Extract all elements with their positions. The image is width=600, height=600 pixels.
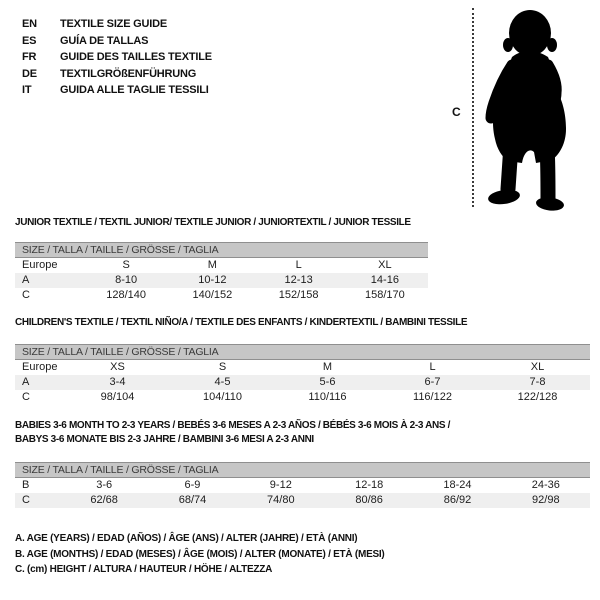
table-cell: 10-12 (198, 274, 227, 286)
table-row (15, 273, 428, 288)
language-title: GUIDA ALLE TAGLIE TESSILI (60, 84, 209, 96)
table-cell: 62/68 (90, 494, 118, 506)
language-code: ES (22, 34, 37, 47)
table-row (15, 375, 590, 390)
language-row (22, 49, 212, 66)
table-cell: 68/74 (178, 494, 207, 506)
babies-table-title-line2: BABYS 3-6 MONATE BIS 2-3 JAHRE / BAMBINI 3-6 MESI A 2-3 ANNI (15, 434, 314, 445)
language-title: TEXTILGRÖßENFÜHRUNG (60, 67, 197, 80)
row-label: C (22, 494, 30, 506)
row-label: Europe (22, 361, 58, 373)
table-cell: 80/86 (355, 494, 383, 506)
size-header-bar: SIZE / TALLA / TAILLE / GRÖSSE / TAGLIA (15, 243, 428, 258)
table-cell: M (207, 259, 217, 271)
table-cell: XL (378, 259, 392, 271)
babies-size-table (15, 462, 590, 508)
table-cell: 4-5 (214, 376, 231, 388)
language-title-list (22, 16, 212, 99)
table-cell: M (322, 361, 333, 373)
table-cell: 7-8 (529, 376, 546, 388)
table-cell: 152/158 (278, 289, 319, 301)
table-cell: 158/170 (364, 289, 405, 301)
row-label: A (22, 376, 30, 388)
table-cell: 116/122 (413, 391, 452, 403)
junior-table-title: JUNIOR TEXTILE / TEXTIL JUNIOR/ TEXTILE JUNIOR / JUNIORTEXTIL / JUNIOR TESSILE (15, 217, 411, 228)
table-cell: 128/140 (106, 289, 146, 301)
table-cell: L (429, 361, 436, 373)
table-cell: 3-4 (109, 376, 126, 388)
height-measure-label: C (452, 105, 461, 119)
language-code: FR (22, 51, 37, 63)
height-dotted-line (472, 8, 474, 207)
table-row (15, 493, 590, 508)
language-row (22, 33, 212, 50)
table-cell: 3-6 (96, 479, 113, 491)
size-header-bar: SIZE / TALLA / TAILLE / GRÖSSE / TAGLIA (15, 345, 590, 360)
table-cell: L (295, 259, 302, 271)
baby-silhouette-icon (478, 5, 582, 211)
table-cell: S (218, 361, 227, 373)
table-cell: 110/116 (308, 391, 347, 403)
table-cell: 12-13 (284, 274, 313, 286)
language-code: DE (22, 67, 37, 80)
table-cell: XL (530, 361, 545, 373)
table-cell: 74/80 (267, 494, 295, 506)
row-label: C (22, 391, 30, 403)
table-cell: 14-16 (370, 274, 399, 286)
legend-line-a: A. AGE (YEARS) / EDAD (AÑOS) / ÂGE (ANS) / ALTER (JAHRE) / ETÀ (ANNI) (15, 533, 358, 544)
language-row (22, 16, 212, 33)
language-row (22, 66, 212, 83)
table-cell: 6-7 (424, 376, 441, 388)
language-title: GUÍA DE TALLAS (60, 34, 149, 47)
table-cell: 5-6 (319, 376, 336, 388)
size-header-bar: SIZE / TALLA / TAILLE / GRÖSSE / TAGLIA (15, 463, 590, 478)
children-table-title: CHILDREN'S TEXTILE / TEXTIL NIÑO/A / TEXTILE DES ENFANTS / KINDERTEXTIL / BAMBINI TESSILE (15, 317, 468, 328)
row-label: C (22, 289, 30, 301)
table-cell: 98/104 (100, 391, 135, 403)
table-cell: 86/92 (443, 494, 472, 506)
table-cell: S (122, 259, 130, 271)
table-row (15, 258, 428, 274)
table-cell: 12-18 (355, 479, 384, 491)
language-title: TEXTILE SIZE GUIDE (60, 18, 168, 30)
language-title: GUIDE DES TAILLES TEXTILE (60, 51, 212, 63)
table-row (15, 288, 428, 303)
language-code: IT (22, 84, 32, 96)
legend-line-b: B. AGE (MONTHS) / EDAD (MESES) / ÂGE (MOIS) / ALTER (MONATE) / ETÀ (MESI) (15, 548, 385, 560)
table-cell: 122/128 (517, 391, 558, 403)
table-row (15, 390, 590, 405)
legend-line-c: C. (cm) HEIGHT / ALTURA / HAUTEUR / HÖHE / ALTEZZA (15, 564, 273, 575)
table-cell: 9-12 (269, 479, 292, 491)
language-row (22, 82, 212, 99)
babies-table-title (15, 419, 450, 447)
table-cell: 18-24 (443, 479, 472, 491)
row-label: Europe (22, 259, 58, 271)
table-cell: XS (110, 361, 125, 373)
junior-size-table (15, 242, 428, 303)
table-row (15, 360, 590, 376)
legend (15, 531, 385, 578)
babies-table-title-line1: BABIES 3-6 MONTH TO 2-3 YEARS / BEBÉS 3-6 MESES A 2-3 AÑOS / BÉBÉS 3-6 MOIS À 2-3 ANS / (15, 420, 451, 431)
table-cell: 140/152 (192, 289, 233, 301)
table-cell: 8-10 (115, 274, 138, 286)
row-label: B (22, 479, 30, 491)
table-cell: 6-9 (184, 479, 201, 491)
children-size-table (15, 344, 590, 405)
table-row (15, 478, 590, 494)
row-label: A (22, 274, 30, 286)
table-cell: 24-36 (531, 479, 560, 491)
table-cell: 92/98 (532, 494, 560, 506)
table-cell: 104/110 (203, 391, 242, 403)
language-code: EN (22, 18, 37, 30)
